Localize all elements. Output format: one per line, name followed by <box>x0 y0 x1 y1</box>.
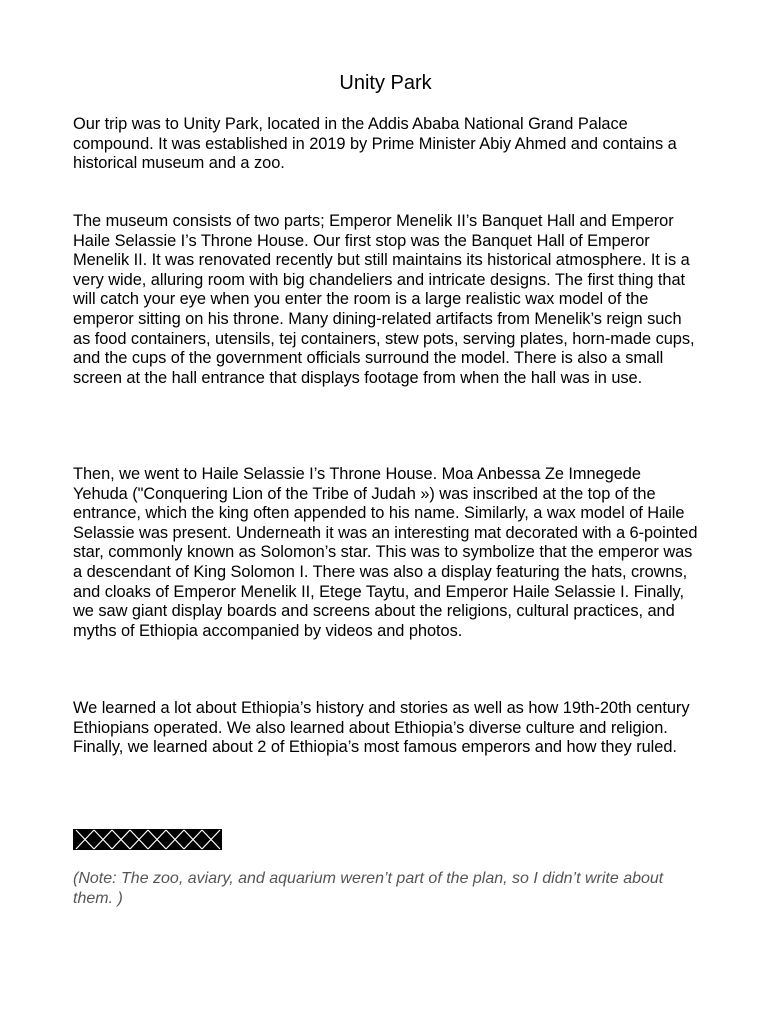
footnote: (Note: The zoo, aviary, and aquarium weren’t part of the plan, so I didn’t write about them. ) <box>73 870 664 907</box>
document-title: Unity Park <box>339 72 432 94</box>
redaction-pattern-icon <box>73 829 222 850</box>
paragraph-throne-house: Then, we went to Haile Selassie I’s Throne House. Moa Anbessa Ze Imnegede Yehuda ("Conquering Lion of the Tribe of Judah ») was inscribed at the top of the entrance, which the king often appended to his name. Similarly, a wax model of Haile Selassie was present. Underneath it was an interesting mat decorated with a 6-pointed star, commonly known as Solomon’s star. This was to symbolize that the emperor was a descendant of King Solomon I. There was also a display featuring the hats, crowns, and cloaks of Emperor Menelik II, Etege Taytu, and Emperor Haile Selassie I. Finally, we saw giant display boards and screens about the religions, cultural practices, and myths of Ethiopia accompanied by videos and photos. <box>73 465 698 640</box>
paragraph-conclusion: We learned a lot about Ethiopia’s history and stories as well as how 19th-20th century Ethiopians operated. We also learned about Ethiopia’s diverse culture and religion. Finally, we learned about 2 of Ethiopia’s most famous emperors and how they ruled. <box>73 699 690 757</box>
redacted-signature <box>73 829 222 850</box>
paragraph-intro: Our trip was to Unity Park, located in the Addis Ababa National Grand Palace compound. It was established in 2019 by Prime Minister Abiy Ahmed and contains a historical museum and a zoo. <box>73 115 677 173</box>
paragraph-museum: The museum consists of two parts; Emperor Menelik II’s Banquet Hall and Emperor Haile Selassie I’s Throne House. Our first stop was the Banquet Hall of Emperor Menelik II. It was renovated recently but still maintains its historical atmosphere. It is a very wide, alluring room with big chandeliers and intricate designs. The first thing that will catch your eye when you enter the room is a large realistic wax model of the emperor sitting on his throne. Many dining-related artifacts from Menelik’s reign such as food containers, utensils, tej containers, stew pots, serving plates, horn-made cups, and the cups of the government officials surround the model. There is also a small screen at the hall entrance that displays footage from when the hall was in use. <box>73 212 695 387</box>
